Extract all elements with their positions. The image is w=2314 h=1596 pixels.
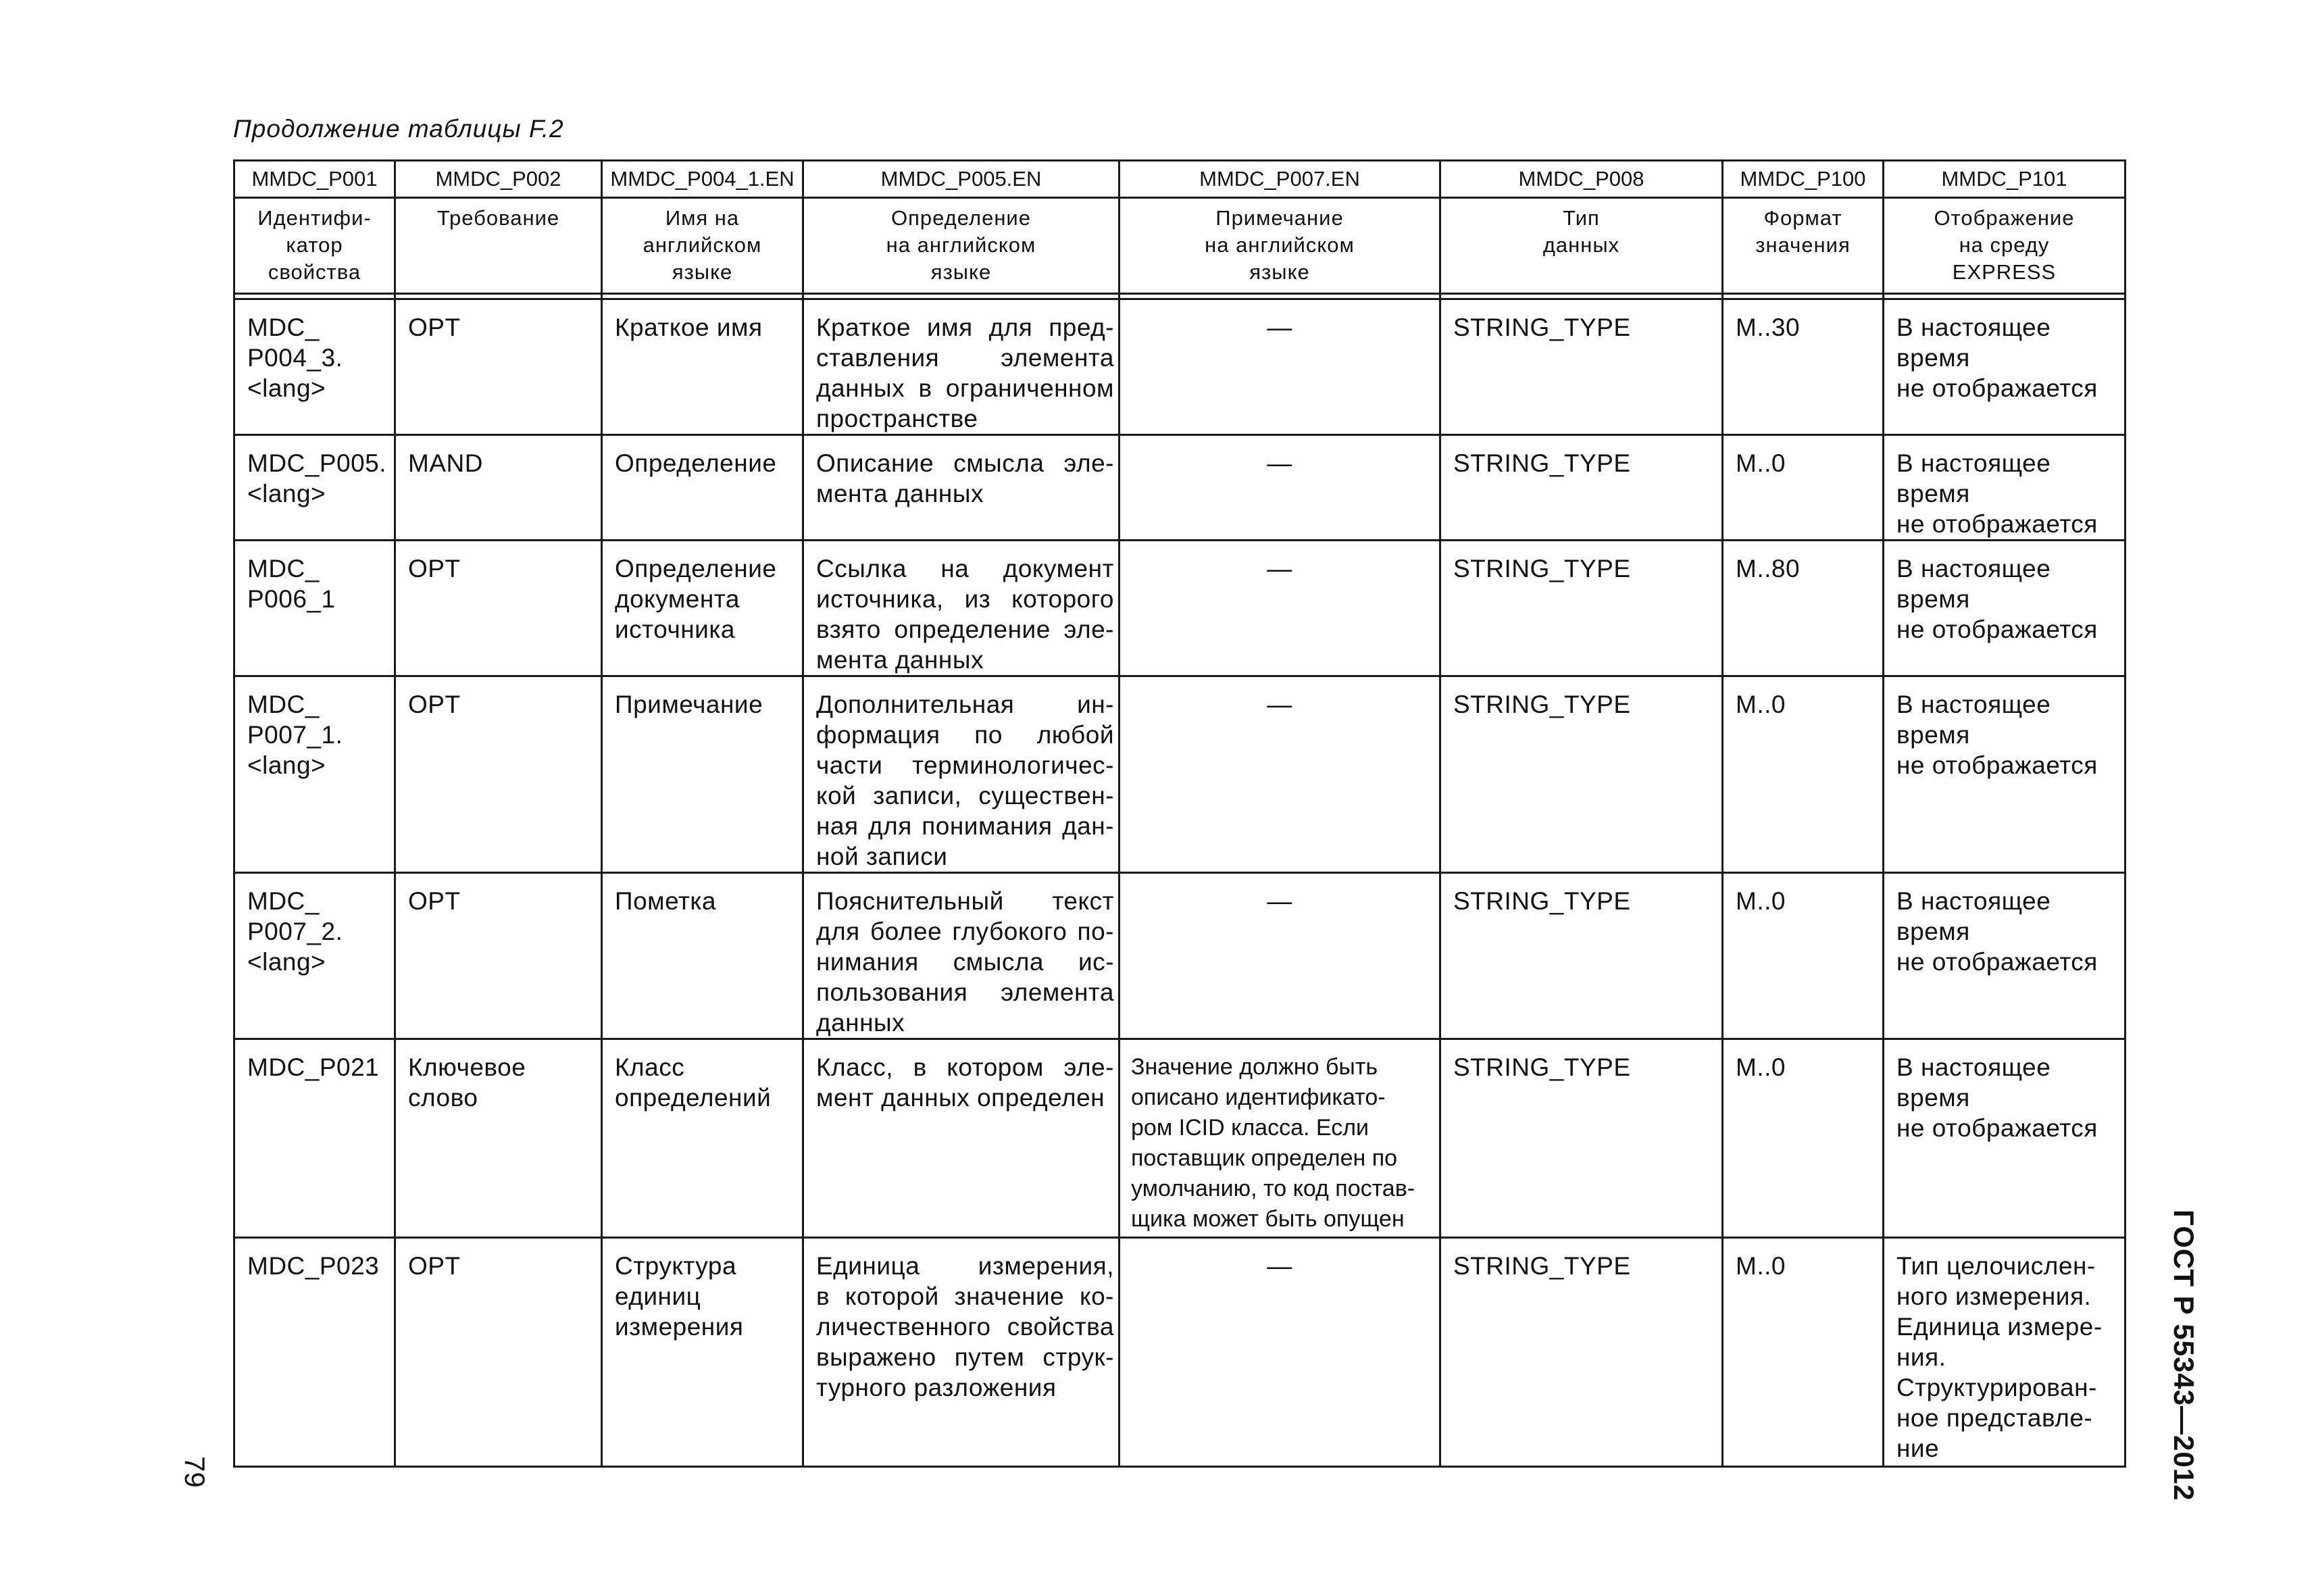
cell-line: — bbox=[1267, 449, 1292, 477]
cell-line: — bbox=[1267, 314, 1292, 341]
cell-identifier bbox=[234, 541, 395, 676]
cell-line: время bbox=[1896, 918, 1970, 945]
cell-line: OPT bbox=[408, 887, 461, 915]
cell-line: EXPRESS bbox=[1952, 260, 2057, 284]
cell-line: Структурирован- bbox=[1896, 1374, 2097, 1401]
cell-name bbox=[602, 299, 803, 435]
cell-identifier bbox=[234, 1238, 395, 1467]
cell-line: время bbox=[1896, 585, 1970, 613]
definition-line: нимания смысла ис- bbox=[816, 948, 1114, 976]
cell-line: данных bbox=[1542, 233, 1620, 257]
cell-line: ное представле- bbox=[1896, 1404, 2093, 1432]
cell-requirement bbox=[395, 1238, 602, 1467]
cell-line: OPT bbox=[408, 314, 461, 341]
cell-definition bbox=[803, 299, 1120, 435]
cell-data-type: STRING_TYPE bbox=[1440, 541, 1723, 676]
cell-line: В настоящее bbox=[1896, 1053, 2051, 1081]
cell-format: M..80 bbox=[1723, 541, 1884, 676]
cell-line: Определение bbox=[890, 206, 1031, 230]
cell-note bbox=[1120, 435, 1440, 541]
cell-line: не отображается bbox=[1896, 374, 2098, 402]
separator-cell bbox=[1884, 294, 2126, 299]
table-row bbox=[234, 541, 2126, 676]
cell-line: Единица измере- bbox=[1896, 1313, 2103, 1341]
cell-line: — bbox=[1267, 555, 1292, 582]
definition-line: ставления элемента bbox=[816, 344, 1114, 372]
cell-line: значения bbox=[1755, 233, 1851, 257]
cell-line: MDC_P005. bbox=[247, 449, 387, 477]
cell-line: MDC_ bbox=[247, 314, 320, 341]
cell-line: В настоящее bbox=[1896, 691, 2051, 718]
cell-line: В настоящее bbox=[1896, 555, 2051, 582]
cell-express bbox=[1884, 1238, 2126, 1467]
definition-text bbox=[816, 1052, 1114, 1113]
definition-line: личественного свойства bbox=[816, 1313, 1114, 1341]
definition-line: турного разложения bbox=[816, 1374, 1057, 1401]
definition-line: ная для понимания дан- bbox=[816, 812, 1114, 840]
cell-requirement bbox=[395, 1039, 602, 1238]
header-label-row bbox=[234, 198, 2126, 294]
table-row bbox=[234, 873, 2126, 1039]
cell-line: OPT bbox=[408, 691, 461, 718]
definition-text bbox=[816, 886, 1114, 1038]
cell-requirement bbox=[395, 541, 602, 676]
column-label bbox=[234, 198, 395, 294]
definition-line: Ссылка на документ bbox=[816, 555, 1114, 582]
definition-line: мент данных определен bbox=[816, 1084, 1105, 1112]
cell-line: В настоящее bbox=[1896, 314, 2051, 341]
cell-line: Значение должно быть bbox=[1131, 1054, 1378, 1080]
definition-line: Класс, в котором эле- bbox=[816, 1053, 1114, 1081]
cell-name bbox=[602, 873, 803, 1039]
cell-definition bbox=[803, 541, 1120, 676]
cell-line: OPT bbox=[408, 555, 461, 582]
table-caption: Продолжение таблицы F.2 bbox=[233, 115, 564, 143]
cell-line: не отображается bbox=[1896, 751, 2098, 779]
cell-line: P007_2. bbox=[247, 918, 343, 945]
column-label bbox=[1884, 198, 2126, 294]
definition-line: мента данных bbox=[816, 480, 984, 507]
cell-format: M..0 bbox=[1723, 676, 1884, 873]
cell-note bbox=[1120, 541, 1440, 676]
definition-text bbox=[816, 312, 1114, 434]
cell-line: щика может быть опущен bbox=[1131, 1206, 1405, 1232]
cell-line: OPT bbox=[408, 1252, 461, 1280]
cell-line: языке bbox=[672, 260, 733, 284]
cell-express bbox=[1884, 541, 2126, 676]
cell-line: Тип bbox=[1563, 206, 1600, 230]
cell-line: <lang> bbox=[247, 374, 326, 402]
cell-data-type: STRING_TYPE bbox=[1440, 1238, 1723, 1467]
cell-line: В настоящее bbox=[1896, 887, 2051, 915]
separator-cell bbox=[1120, 294, 1440, 299]
cell-line: на среду bbox=[1959, 233, 2050, 257]
cell-data-type: STRING_TYPE bbox=[1440, 676, 1723, 873]
header-separator bbox=[234, 294, 2126, 299]
cell-line: измерения bbox=[615, 1313, 744, 1341]
table-row bbox=[234, 676, 2126, 873]
cell-line: Требование bbox=[436, 206, 560, 230]
column-label bbox=[602, 198, 803, 294]
cell-definition bbox=[803, 1039, 1120, 1238]
column-code: MMDC_P004_1.EN bbox=[602, 161, 803, 198]
cell-line: Ключевое bbox=[408, 1053, 526, 1081]
cell-line: документа bbox=[615, 585, 740, 613]
cell-line: Идентифи- bbox=[257, 206, 372, 230]
cell-line: Определение bbox=[615, 555, 777, 582]
definition-line: Описание смысла эле- bbox=[816, 449, 1114, 477]
cell-identifier bbox=[234, 676, 395, 873]
cell-format: M..0 bbox=[1723, 1039, 1884, 1238]
cell-identifier bbox=[234, 873, 395, 1039]
cell-line: время bbox=[1896, 480, 1970, 507]
column-code: MMDC_P008 bbox=[1440, 161, 1723, 198]
cell-express bbox=[1884, 435, 2126, 541]
cell-definition bbox=[803, 1238, 1120, 1467]
cell-line: <lang> bbox=[247, 751, 326, 779]
cell-line: — bbox=[1267, 887, 1292, 915]
definition-line: в которой значение ко- bbox=[816, 1282, 1114, 1310]
cell-line: Примечание bbox=[615, 691, 763, 718]
definition-line: ной записи bbox=[816, 843, 948, 870]
cell-note bbox=[1120, 1039, 1440, 1238]
column-code: MMDC_P001 bbox=[234, 161, 395, 198]
definition-line: для более глубокого по- bbox=[816, 918, 1114, 945]
cell-line: не отображается bbox=[1896, 616, 2098, 643]
column-label bbox=[803, 198, 1120, 294]
cell-identifier bbox=[234, 299, 395, 435]
column-code: MMDC_P007.EN bbox=[1120, 161, 1440, 198]
cell-data-type: STRING_TYPE bbox=[1440, 1039, 1723, 1238]
cell-express bbox=[1884, 1039, 2126, 1238]
cell-line: поставщик определен по bbox=[1131, 1145, 1398, 1171]
column-label bbox=[1723, 198, 1884, 294]
cell-note bbox=[1120, 873, 1440, 1039]
separator-cell bbox=[234, 294, 395, 299]
cell-format: M..0 bbox=[1723, 873, 1884, 1039]
definition-line: данных в ограниченном bbox=[816, 374, 1114, 402]
table-row bbox=[234, 1039, 2126, 1238]
cell-note bbox=[1120, 1238, 1440, 1467]
cell-line: время bbox=[1896, 721, 1970, 749]
cell-line: ного измерения. bbox=[1896, 1282, 2092, 1310]
cell-requirement bbox=[395, 435, 602, 541]
cell-name bbox=[602, 435, 803, 541]
definition-line: Пояснительный текст bbox=[816, 887, 1114, 915]
cell-express bbox=[1884, 873, 2126, 1039]
cell-line: время bbox=[1896, 1084, 1970, 1112]
cell-line: Отображение bbox=[1934, 206, 2075, 230]
cell-express bbox=[1884, 299, 2126, 435]
separator-cell bbox=[1723, 294, 1884, 299]
cell-note bbox=[1120, 676, 1440, 873]
definition-line: части терминологичес- bbox=[816, 751, 1114, 779]
cell-name bbox=[602, 676, 803, 873]
cell-line: языке bbox=[930, 260, 992, 284]
definition-line: кой записи, существен- bbox=[816, 782, 1114, 809]
cell-line: Примечание bbox=[1215, 206, 1344, 230]
definition-text bbox=[816, 448, 1114, 509]
cell-line: MDC_ bbox=[247, 555, 320, 582]
separator-cell bbox=[803, 294, 1120, 299]
cell-definition bbox=[803, 676, 1120, 873]
cell-line: Формат bbox=[1763, 206, 1842, 230]
definition-line: взято определение эле- bbox=[816, 616, 1114, 643]
separator-cell bbox=[602, 294, 803, 299]
cell-line: Структура bbox=[615, 1252, 737, 1280]
cell-data-type: STRING_TYPE bbox=[1440, 873, 1723, 1039]
cell-format: M..30 bbox=[1723, 299, 1884, 435]
cell-line: свойства bbox=[268, 260, 361, 284]
table-row bbox=[234, 435, 2126, 541]
standard-designation: ГОСТ Р 55343—2012 bbox=[2168, 1210, 2200, 1501]
cell-format: M..0 bbox=[1723, 435, 1884, 541]
definition-line: выражено путем струк- bbox=[816, 1343, 1114, 1371]
cell-line: MDC_P023 bbox=[247, 1252, 380, 1280]
cell-line: умолчанию, то код постав- bbox=[1131, 1176, 1415, 1201]
cell-line: Пометка bbox=[615, 887, 716, 915]
cell-line: В настоящее bbox=[1896, 449, 2051, 477]
definition-text bbox=[816, 689, 1114, 872]
cell-requirement bbox=[395, 299, 602, 435]
cell-line: источника bbox=[615, 616, 735, 643]
cell-line: не отображается bbox=[1896, 948, 2098, 976]
definition-line: данных bbox=[816, 1009, 905, 1037]
cell-line: Имя на bbox=[665, 206, 740, 230]
cell-line: языке bbox=[1249, 260, 1310, 284]
cell-line: не отображается bbox=[1896, 510, 2098, 538]
separator-cell bbox=[1440, 294, 1723, 299]
column-label bbox=[1440, 198, 1723, 294]
cell-line: Класс bbox=[615, 1053, 685, 1081]
page-number: 79 bbox=[179, 1456, 211, 1488]
column-code: MMDC_P100 bbox=[1723, 161, 1884, 198]
cell-definition bbox=[803, 435, 1120, 541]
cell-line: описано идентификато- bbox=[1131, 1084, 1386, 1110]
cell-line: Определение bbox=[615, 449, 777, 477]
cell-name bbox=[602, 1039, 803, 1238]
cell-line: на английском bbox=[886, 233, 1036, 257]
cell-requirement bbox=[395, 873, 602, 1039]
cell-data-type: STRING_TYPE bbox=[1440, 435, 1723, 541]
cell-line: P006_1 bbox=[247, 585, 336, 613]
cell-line: MDC_ bbox=[247, 887, 320, 915]
cell-line: катор bbox=[286, 233, 343, 257]
definition-text bbox=[816, 1251, 1114, 1403]
cell-line: не отображается bbox=[1896, 1114, 2098, 1142]
cell-line: определений bbox=[615, 1084, 772, 1112]
cell-line: MDC_P021 bbox=[247, 1053, 380, 1081]
cell-line: ние bbox=[1896, 1435, 1940, 1462]
cell-line: <lang> bbox=[247, 948, 326, 976]
cell-requirement bbox=[395, 676, 602, 873]
definition-line: источника, из которого bbox=[816, 585, 1114, 613]
cell-identifier bbox=[234, 435, 395, 541]
cell-line: P004_3. bbox=[247, 344, 343, 372]
column-code: MMDC_P101 bbox=[1884, 161, 2126, 198]
definition-line: Краткое имя для пред- bbox=[816, 314, 1114, 341]
cell-line: MDC_ bbox=[247, 691, 320, 718]
column-code: MMDC_P002 bbox=[395, 161, 602, 198]
cell-name bbox=[602, 541, 803, 676]
cell-data-type: STRING_TYPE bbox=[1440, 299, 1723, 435]
property-table bbox=[233, 159, 2126, 1468]
column-label bbox=[395, 198, 602, 294]
cell-definition bbox=[803, 873, 1120, 1039]
cell-line: Тип целочислен- bbox=[1896, 1252, 2096, 1280]
definition-text bbox=[816, 553, 1114, 675]
column-code: MMDC_P005.EN bbox=[803, 161, 1120, 198]
definition-line: мента данных bbox=[816, 646, 984, 674]
cell-line: английском bbox=[643, 233, 762, 257]
cell-line: — bbox=[1267, 1252, 1292, 1280]
cell-line: ром ICID класса. Если bbox=[1131, 1115, 1369, 1141]
cell-line: MAND bbox=[408, 449, 483, 477]
cell-line: Краткое имя bbox=[615, 314, 763, 341]
cell-line: на английском bbox=[1205, 233, 1355, 257]
cell-line: единиц bbox=[615, 1282, 701, 1310]
definition-line: Дополнительная ин- bbox=[816, 691, 1114, 718]
cell-line: слово bbox=[408, 1084, 478, 1112]
header-code-row bbox=[234, 161, 2126, 198]
separator-cell bbox=[395, 294, 602, 299]
cell-format: M..0 bbox=[1723, 1238, 1884, 1467]
cell-express bbox=[1884, 676, 2126, 873]
cell-identifier bbox=[234, 1039, 395, 1238]
definition-line: формация по любой bbox=[816, 721, 1114, 749]
cell-line: — bbox=[1267, 691, 1292, 718]
cell-line: ния. bbox=[1896, 1343, 1946, 1371]
definition-line: Единица измерения, bbox=[816, 1252, 1114, 1280]
definition-line: пространстве bbox=[816, 405, 978, 432]
definition-line: пользования элемента bbox=[816, 978, 1114, 1006]
column-label bbox=[1120, 198, 1440, 294]
table-row bbox=[234, 299, 2126, 435]
cell-line: время bbox=[1896, 344, 1970, 372]
cell-note bbox=[1120, 299, 1440, 435]
cell-line: <lang> bbox=[247, 480, 326, 507]
cell-name bbox=[602, 1238, 803, 1467]
cell-line: P007_1. bbox=[247, 721, 343, 749]
table-row bbox=[234, 1238, 2126, 1467]
